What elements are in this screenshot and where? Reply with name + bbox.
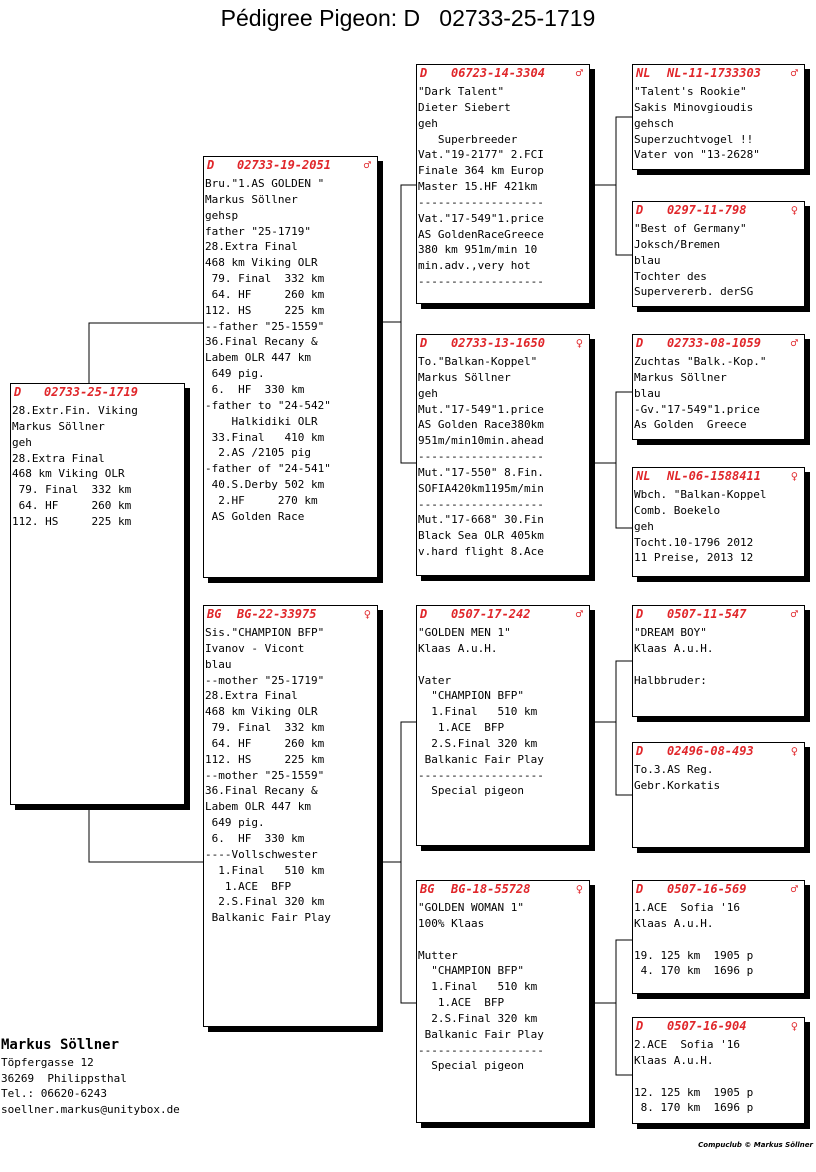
- country-code: NL: [636, 66, 651, 80]
- country-code: D: [420, 66, 428, 80]
- pigeon-info-line: Markus Söllner: [205, 192, 298, 206]
- sex-symbol: ♀: [790, 469, 798, 483]
- pigeon-info-line: 112. HS 225 km: [205, 752, 325, 766]
- pigeon-info-line: geh: [418, 386, 438, 400]
- pigeon-card-ggp-6[interactable]: [632, 742, 805, 848]
- pigeon-info-line: "CHAMPION BFP": [418, 964, 524, 978]
- country-code: D: [636, 336, 644, 350]
- ring-number: NL-06-1588411: [667, 469, 761, 483]
- pigeon-info-line: Mut."17-549"1.price: [418, 402, 544, 416]
- pigeon-info-line: 4. 170 km 1696 p: [634, 964, 754, 978]
- pigeon-info-line: AS Golden Race: [205, 509, 305, 523]
- pigeon-info-line: Vat."17-549"1.price: [418, 211, 544, 225]
- pigeon-info-line: Labem OLR 447 km: [205, 800, 311, 814]
- ring-number: 02733-08-1059: [667, 336, 761, 350]
- pigeon-info-line: -------------------: [418, 1043, 544, 1057]
- pigeon-card-mother[interactable]: [203, 605, 378, 1027]
- pigeon-info-line: 1.ACE BFP: [205, 879, 292, 893]
- pigeon-info-line: -------------------: [418, 275, 544, 289]
- pigeon-info-line: 28.Extr.Fin. Viking: [12, 404, 138, 417]
- pigeon-info-line: SOFIA420km1195m/min: [418, 481, 544, 495]
- pigeon-info-line: --mother "25-1559": [205, 768, 325, 782]
- pigeon-info-line: Joksch/Bremen: [634, 237, 721, 251]
- pigeon-info-line: Klaas A.u.H.: [634, 916, 714, 930]
- pigeon-info-line: "GOLDEN MEN 1": [418, 626, 511, 639]
- ring-number: 0507-11-547: [667, 607, 747, 621]
- country-code: D: [636, 607, 644, 621]
- pigeon-info-line: Special pigeon: [418, 1059, 524, 1073]
- pigeon-info-line: 12. 125 km 1905 p: [634, 1085, 754, 1099]
- pigeon-info-line: Ivanov - Vicont: [205, 641, 305, 655]
- pigeon-info-line: Mut."17-668" 30.Fin: [418, 513, 544, 527]
- pigeon-info-line: Dieter Siebert: [418, 100, 511, 114]
- breeder-city: 36269 Philippsthal: [1, 1071, 127, 1085]
- pigeon-info-line: 1.Final 510 km: [418, 705, 538, 719]
- pigeon-card-ggp-7[interactable]: [632, 880, 805, 994]
- pigeon-info-line: Vater von "13-2628": [634, 148, 760, 162]
- pigeon-info-line: AS GoldenRaceGreece: [418, 227, 544, 241]
- pigeon-info-line: -------------------: [418, 195, 544, 209]
- pigeon-info-line: "Dark Talent": [418, 85, 505, 98]
- pigeon-info-line: Klaas A.u.H.: [634, 1053, 714, 1067]
- pigeon-info-line: 1.ACE Sofia '16: [634, 901, 740, 914]
- pigeon-card-maternal-grandfather[interactable]: [416, 605, 590, 846]
- sex-symbol: ♀: [575, 336, 583, 350]
- country-code: BG: [207, 607, 222, 621]
- pigeon-info-line: 380 km 951m/min 10: [418, 243, 538, 257]
- pigeon-info-line: geh: [634, 519, 654, 533]
- pigeon-info-line: 1.Final 510 km: [418, 980, 538, 994]
- pigeon-info-line: Mut."17-550" 8.Fin.: [418, 465, 544, 479]
- pigeon-info-line: Markus Söllner: [634, 370, 727, 384]
- pigeon-info-line: 2.HF 270 km: [205, 493, 318, 507]
- pigeon-info-line: Halkidiki OLR: [205, 414, 318, 428]
- pigeon-info-line: "Best of Germany": [634, 222, 747, 235]
- country-code: D: [207, 158, 215, 172]
- ring-number: 02496-08-493: [667, 744, 754, 758]
- pigeon-info-line: 19. 125 km 1905 p: [634, 948, 754, 962]
- pigeon-info-line: 64. HF 260 km: [205, 736, 325, 750]
- pigeon-info-line: blau: [205, 657, 232, 671]
- breeder-street: Töpfergasse 12: [1, 1056, 94, 1069]
- pigeon-info-line: 6. HF 330 km: [205, 831, 305, 845]
- pigeon-info-line: 468 km Viking OLR: [12, 467, 125, 481]
- pigeon-card-paternal-grandfather[interactable]: [416, 64, 590, 304]
- pigeon-info-line: 2.S.Final 320 km: [418, 736, 538, 750]
- pigeon-info-line: Bru."1.AS GOLDEN ": [205, 177, 325, 190]
- ring-number: 0297-11-798: [667, 203, 747, 217]
- pigeon-info-line: 2.S.Final 320 km: [418, 1011, 538, 1025]
- pigeon-card-maternal-grandmother[interactable]: [416, 880, 590, 1123]
- pigeon-info-line: 6. HF 330 km: [205, 382, 305, 396]
- country-code: BG: [420, 882, 435, 896]
- country-code: D: [636, 882, 644, 896]
- ring-number: 0507-16-569: [667, 882, 747, 896]
- pigeon-info-line: As Golden Greece: [634, 418, 747, 432]
- ring-number: BG-22-33975: [237, 607, 317, 621]
- pigeon-info-line: 79. Final 332 km: [12, 483, 132, 497]
- pigeon-info-line: 112. HS 225 km: [205, 303, 325, 317]
- pigeon-info-line: gehsp: [205, 208, 239, 222]
- pigeon-card-ggp-2[interactable]: [632, 201, 805, 307]
- page-title: Pédigree Pigeon: D 02733-25-1719: [220, 5, 596, 31]
- country-code: D: [420, 607, 428, 621]
- pigeon-info-line: -father to "24-542": [205, 398, 331, 412]
- pigeon-info-line: Superbreeder: [418, 132, 518, 146]
- pigeon-info-line: AS Golden Race380km: [418, 418, 544, 432]
- pigeon-info-line: Klaas A.u.H.: [418, 641, 498, 655]
- country-code: NL: [636, 469, 651, 483]
- pigeon-info-line: [634, 932, 804, 948]
- pigeon-info-line: 468 km Viking OLR: [205, 256, 318, 270]
- pigeon-info-line: geh: [12, 435, 32, 449]
- pigeon-info-line: --mother "25-1719": [205, 673, 325, 687]
- pigeon-info-line: 649 pig.: [205, 816, 265, 830]
- sex-symbol: ♂: [363, 158, 371, 172]
- pigeon-info-line: Balkanic Fair Play: [418, 1027, 544, 1041]
- pigeon-info-line: 28.Extra Final: [12, 451, 105, 465]
- pigeon-card-father[interactable]: [203, 156, 378, 578]
- pigeon-info-line: 79. Final 332 km: [205, 272, 325, 286]
- pigeon-info-line: Master 15.HF 421km: [418, 180, 538, 194]
- pigeon-card-subject[interactable]: [10, 383, 185, 805]
- pigeon-info-line: Comb. Boekelo: [634, 503, 721, 517]
- pigeon-info-line: 1.ACE BFP: [418, 996, 505, 1010]
- sex-symbol: ♂: [575, 607, 583, 621]
- pigeon-info-line: geh: [418, 116, 438, 130]
- ring-number: 06723-14-3304: [451, 66, 545, 80]
- pigeon-info-line: 79. Final 332 km: [205, 721, 325, 735]
- breeder-info: [1, 1035, 180, 1117]
- pigeon-info-line: Sakis Minovgioudis: [634, 100, 754, 114]
- pigeon-info-line: 2.S.Final 320 km: [205, 895, 325, 909]
- pigeon-info-line: [418, 657, 589, 673]
- pigeon-info-line: -Gv."17-549"1.price: [634, 402, 760, 416]
- pigeon-info-line: Markus Söllner: [12, 419, 105, 433]
- pigeon-info-line: Black Sea OLR 405km: [418, 529, 544, 543]
- ring-number: 02733-25-1719: [44, 385, 138, 399]
- pigeon-info-line: 40.S.Derby 502 km: [205, 478, 325, 492]
- sex-symbol: ♀: [790, 203, 798, 217]
- pigeon-info-line: -------------------: [418, 450, 544, 464]
- pigeon-info-line: Halbbruder:: [634, 673, 707, 687]
- copyright-footer: Compuclub © Markus Söllner: [698, 1141, 813, 1149]
- pigeon-info-line: To.3.AS Reg.: [634, 763, 714, 776]
- ring-number: 02733-13-1650: [451, 336, 545, 350]
- sex-symbol: ♂: [790, 336, 798, 350]
- pigeon-info-line: 1.Final 510 km: [205, 863, 325, 877]
- pigeon-info-line: 112. HS 225 km: [12, 514, 132, 528]
- pigeon-info-line: -------------------: [418, 768, 544, 782]
- pigeon-info-line: Mutter: [418, 948, 458, 962]
- pigeon-info-line: Markus Söllner: [418, 370, 511, 384]
- pigeon-info-line: Vat."19-2177" 2.FCI: [418, 148, 544, 162]
- pigeon-info-line: 8. 170 km 1696 p: [634, 1101, 754, 1115]
- sex-symbol: ♀: [363, 607, 371, 621]
- pigeon-info-line: 36.Final Recany &: [205, 784, 318, 798]
- pigeon-info-line: 2.AS /2105 pig: [205, 446, 311, 460]
- sex-symbol: ♂: [575, 66, 583, 80]
- pigeon-card-ggp-8[interactable]: [632, 1017, 805, 1124]
- pigeon-info-line: 33.Final 410 km: [205, 430, 325, 444]
- pigeon-info-line: Supervererb. derSG: [634, 285, 754, 299]
- breeder-email[interactable]: soellner.markus@unitybox.de: [1, 1102, 180, 1116]
- pigeon-info-line: Klaas A.u.H.: [634, 641, 714, 655]
- pigeon-info-line: To."Balkan-Koppel": [418, 355, 538, 368]
- pigeon-info-line: blau: [634, 386, 661, 400]
- pigeon-info-line: 2.ACE Sofia '16: [634, 1038, 740, 1051]
- ring-number: 0507-16-904: [667, 1019, 747, 1033]
- pigeon-info-line: v.hard flight 8.Ace: [418, 545, 544, 559]
- country-code: D: [420, 336, 428, 350]
- pigeon-info-line: 100% Klaas: [418, 916, 485, 930]
- pigeon-info-line: Balkanic Fair Play: [205, 911, 331, 925]
- pigeon-info-line: Sis."CHAMPION BFP": [205, 626, 325, 639]
- pigeon-info-line: --father "25-1559": [205, 319, 325, 333]
- pigeon-info-line: 64. HF 260 km: [12, 499, 132, 513]
- breeder-name: Markus Söllner: [1, 1037, 120, 1053]
- pigeon-info-line: 1.ACE BFP: [418, 721, 505, 735]
- pigeon-card-ggp-1[interactable]: [632, 64, 805, 170]
- pigeon-info-line: 468 km Viking OLR: [205, 705, 318, 719]
- pigeon-info-line: Tochter des: [634, 269, 707, 283]
- pigeon-info-line: "Talent's Rookie": [634, 85, 747, 98]
- pigeon-info-line: Superzuchtvogel !!: [634, 132, 754, 146]
- pigeon-card-paternal-grandmother[interactable]: [416, 334, 590, 576]
- sex-symbol: ♀: [575, 882, 583, 896]
- ring-number: 02733-19-2051: [237, 158, 331, 172]
- pigeon-info-line: blau: [634, 253, 661, 267]
- pigeon-info-line: Finale 364 km Europ: [418, 164, 544, 178]
- pigeon-info-line: 28.Extra Final: [205, 689, 298, 703]
- pigeon-info-line: Balkanic Fair Play: [418, 752, 544, 766]
- pigeon-info-line: 36.Final Recany &: [205, 335, 318, 349]
- ring-number: 0507-17-242: [451, 607, 531, 621]
- sex-symbol: ♂: [790, 882, 798, 896]
- pigeon-info-line: min.adv.,very hot: [418, 259, 531, 273]
- pigeon-info-line: Zuchtas "Balk.-Kop.": [634, 355, 767, 368]
- pigeon-info-line: gehsch: [634, 116, 674, 130]
- pigeon-info-line: 64. HF 260 km: [205, 287, 325, 301]
- pigeon-card-ggp-5[interactable]: [632, 605, 805, 717]
- ring-number: BG-18-55728: [451, 882, 531, 896]
- pigeon-info-line: "CHAMPION BFP": [418, 689, 524, 703]
- pigeon-card-ggp-4[interactable]: [632, 467, 805, 577]
- pigeon-info-line: "DREAM BOY": [634, 626, 707, 639]
- pigeon-info-line: -------------------: [418, 497, 544, 511]
- pigeon-card-ggp-3[interactable]: [632, 334, 805, 440]
- pigeon-info-line: Labem OLR 447 km: [205, 351, 311, 365]
- pigeon-info-line: Vater: [418, 673, 452, 687]
- pigeon-info-line: 649 pig.: [205, 367, 265, 381]
- pigeon-info-line: 28.Extra Final: [205, 240, 298, 254]
- ring-number: NL-11-1733303: [667, 66, 761, 80]
- pigeon-info-line: [634, 1069, 804, 1085]
- country-code: D: [636, 203, 644, 217]
- sex-symbol: ♂: [790, 66, 798, 80]
- pigeon-info-line: Wbch. "Balkan-Koppel: [634, 488, 767, 501]
- pigeon-info-line: "GOLDEN WOMAN 1": [418, 901, 524, 914]
- sex-symbol: ♀: [790, 744, 798, 758]
- pigeon-info-line: 11 Preise, 2013 12: [634, 551, 754, 565]
- breeder-phone: Tel.: 06620-6243: [1, 1087, 107, 1101]
- country-code: D: [14, 385, 22, 399]
- country-code: D: [636, 1019, 644, 1033]
- pigeon-info-line: Gebr.Korkatis: [634, 778, 721, 792]
- country-code: D: [636, 744, 644, 758]
- sex-symbol: ♀: [790, 1019, 798, 1033]
- pigeon-info-line: Tocht.10-1796 2012: [634, 535, 754, 549]
- pigeon-info-line: [418, 932, 589, 948]
- pigeon-info-line: father "25-1719": [205, 224, 311, 238]
- pigeon-info-line: ----Vollschwester: [205, 847, 318, 861]
- pigeon-info-line: -father of "24-541": [205, 462, 331, 476]
- pigeon-info-line: Special pigeon: [418, 784, 524, 798]
- pigeon-info-line: [634, 657, 804, 673]
- sex-symbol: ♂: [790, 607, 798, 621]
- pigeon-info-line: 951m/min10min.ahead: [418, 434, 544, 448]
